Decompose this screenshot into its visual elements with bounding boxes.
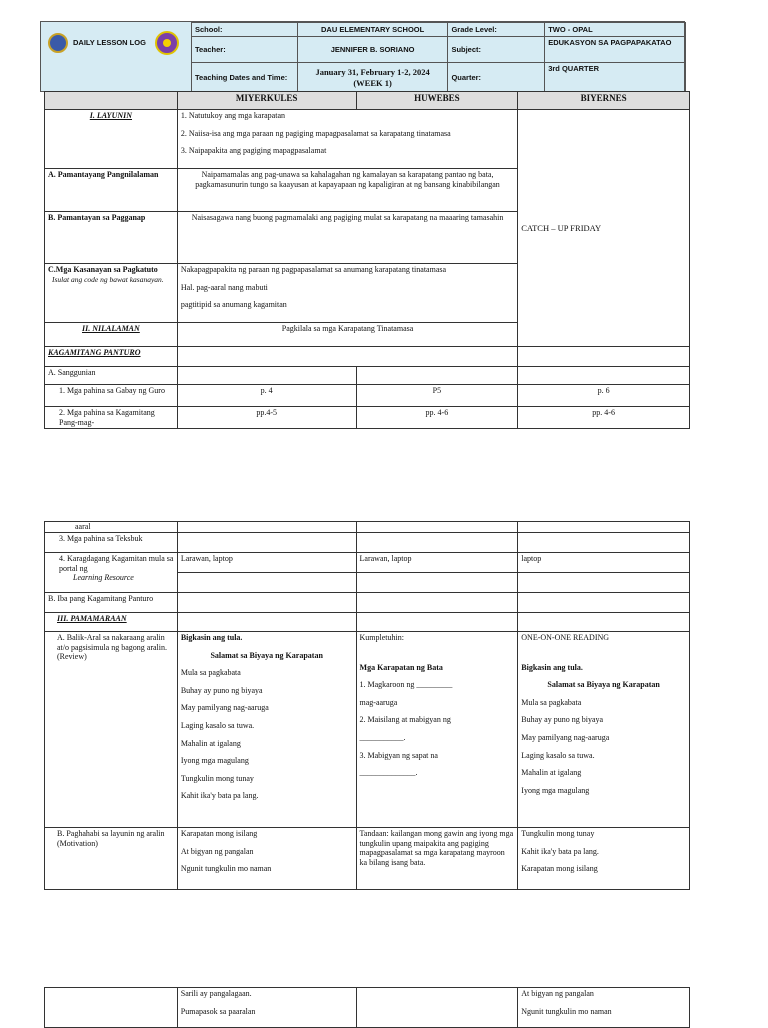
school-label: School: xyxy=(192,23,298,37)
poem-instruction: Bigkasin ang tula. xyxy=(180,633,243,642)
poem-line: Mula sa pagkabata xyxy=(180,668,241,678)
dates-label: Teaching Dates and Time: xyxy=(192,63,298,93)
kasanayan-label: C.Mga Kasanayan sa Pagkatuto xyxy=(48,265,158,274)
poem-line: Mahalin at igalang xyxy=(180,738,241,748)
empty-cell xyxy=(356,367,518,385)
day-thursday: HUWEBES xyxy=(356,92,518,110)
empty-cell xyxy=(45,988,178,1028)
rights-title: Mga Karapatan ng Bata xyxy=(359,662,443,672)
school-logo-icon xyxy=(155,31,179,55)
poem-line: May pamilyang nag-aaruga xyxy=(521,732,610,742)
kasanayan-item: pagtitipid sa anumang kagamitan xyxy=(180,300,287,310)
paghahabi-col1 xyxy=(177,828,356,890)
kasanayan-item: Hal. pag-aaral nang mabuti xyxy=(180,282,268,292)
gabay-label: 1. Mga pahina sa Gabay ng Guro xyxy=(45,385,178,407)
complete-instruction: Kumpletuhin: xyxy=(359,633,404,642)
quarter-label: Quarter: xyxy=(448,63,545,93)
karagdagan-label-italic: Learning Resource xyxy=(73,573,134,583)
empty-cell xyxy=(518,367,690,385)
kasanayan-cell xyxy=(45,264,178,323)
karagdagan-value: Larawan, laptop xyxy=(177,553,356,573)
karagdagan-value: laptop xyxy=(518,553,690,573)
rights-line: ___________. xyxy=(359,732,406,742)
poem-line: May pamilyang nag-aaruga xyxy=(180,703,269,713)
lesson-table-3 xyxy=(44,987,690,1028)
karagdagan-value: Larawan, laptop xyxy=(356,553,518,573)
poem-title: Salamat sa Biyaya ng Karapatan xyxy=(210,650,323,660)
poem-line: At bigyan ng pangalan xyxy=(180,846,254,856)
empty-cell xyxy=(177,593,356,613)
dates-value: January 31, February 1-2, 2024 (WEEK 1) xyxy=(297,63,448,93)
empty-cell xyxy=(356,613,518,632)
dll-title: DAILY LESSON LOG xyxy=(73,38,146,47)
kasanayan-content xyxy=(177,264,517,323)
grade-label: Grade Level: xyxy=(448,23,545,37)
tandaan-note: Tandaan: kailangan mong gawin ang iyong mga tungkulin upang maipakita ang pagiging mapagpasalamat sa mga karapatang mayroon ka bilang isang bata. xyxy=(356,828,518,890)
kagamitang-label: 2. Mga pahina sa Kagamitang Pang-mag- xyxy=(45,407,178,429)
quarter-value: 3rd QUARTER xyxy=(545,63,686,93)
balik-aral-col1 xyxy=(177,632,356,828)
pagganap-text: Naisasagawa nang buong pagmamalaki ang pagiging mulat sa karapatang na maaaring tamasahin xyxy=(177,212,517,264)
poem-line: Ngunit tungkulin mo naman xyxy=(521,1006,612,1016)
poem-line: Sarili ay pangalagaan. xyxy=(180,989,252,998)
poem-line: Laging kasalo sa tuwa. xyxy=(521,750,595,760)
header-table xyxy=(191,22,686,93)
catch-up-friday: CATCH – UP FRIDAY xyxy=(518,110,690,347)
poem-line: Mula sa pagkabata xyxy=(521,697,582,707)
rights-line: ______________. xyxy=(359,768,418,778)
empty-cell xyxy=(177,573,356,593)
school-value: DAU ELEMENTARY SCHOOL xyxy=(297,23,448,37)
poem-instruction: Bigkasin ang tula. xyxy=(521,662,583,672)
reading-label: ONE-ON-ONE READING xyxy=(521,633,610,642)
empty-cell xyxy=(518,347,690,367)
sanggunian-label: A. Sanggunian xyxy=(45,367,178,385)
empty-cell xyxy=(177,533,356,553)
poem-line: Laging kasalo sa tuwa. xyxy=(180,720,255,730)
lesson-table-1 xyxy=(44,91,690,429)
kagamitang-value: pp. 4-6 xyxy=(518,407,690,429)
poem-line: Iyong mga magulang xyxy=(521,785,590,795)
poem-line: Pumapasok sa paaralan xyxy=(180,1006,256,1016)
poem-line: Ngunit tungkulin mo naman xyxy=(180,864,272,874)
layunin-item: 2. Naiisa-isa ang mga paraan ng pagiging mapagpasalamat sa karapatang tinatamasa xyxy=(180,128,451,138)
layunin-label: I. LAYUNIN xyxy=(45,110,178,169)
cont-col1 xyxy=(177,988,356,1028)
empty-cell xyxy=(177,367,356,385)
poem-line: Kahit ika'y bata pa lang. xyxy=(521,846,599,856)
deped-seal-icon xyxy=(48,33,68,53)
teacher-value: JENNIFER B. SORIANO xyxy=(297,37,448,63)
karagdagan-label: 4. Karagdagang Kagamitan mula sa portal ng xyxy=(59,554,174,573)
gabay-value: P5 xyxy=(356,385,518,407)
subject-label: Subject: xyxy=(448,37,545,63)
layunin-item: 1. Natutukoy ang mga karapatan xyxy=(180,111,285,120)
pamamaraan-label: III. PAMAMARAAN xyxy=(45,613,178,632)
poem-line: Tungkulin mong tunay xyxy=(521,829,595,838)
lesson-table-2 xyxy=(44,521,690,890)
poem-line: Karapatan mong isilang xyxy=(521,864,598,874)
poem-line: Tungkulin mong tunay xyxy=(180,773,254,783)
balik-aral-col2 xyxy=(356,632,518,828)
pagganap-label: B. Pamantayan sa Pagganap xyxy=(45,212,178,264)
poem-line: Iyong mga magulang xyxy=(180,756,249,766)
balik-aral-col3 xyxy=(518,632,690,828)
empty-cell xyxy=(518,573,690,593)
kagamitang-value: pp.4-5 xyxy=(177,407,356,429)
layunin-content xyxy=(177,110,517,169)
poem-line: Mahalin at igalang xyxy=(521,768,582,778)
gabay-value: p. 6 xyxy=(518,385,690,407)
nilalaman-label: II. NILALAMAN xyxy=(45,323,178,347)
empty-cell xyxy=(356,522,518,533)
empty-cell xyxy=(177,522,356,533)
balik-aral-label: A. Balik-Aral sa nakaraang aralin at/o pagsisimula ng bagong aralin.(Review) xyxy=(45,632,178,828)
empty-cell xyxy=(356,988,518,1028)
kagamitan-label: KAGAMITANG PANTURO xyxy=(45,347,178,367)
kasanayan-item: Nakapagpapakita ng paraan ng pagpapasalamat sa anumang karapatang tinatamasa xyxy=(180,265,447,274)
cont-col3 xyxy=(518,988,690,1028)
continued-label: aaral xyxy=(45,522,178,533)
iba-label: B. Iba pang Kagamitang Panturo xyxy=(45,593,178,613)
layunin-item: 3. Naipapakita ang pagiging mapagpasalamat xyxy=(180,146,327,156)
grade-value: TWO - OPAL xyxy=(545,23,686,37)
empty-cell xyxy=(356,573,518,593)
day-wednesday: MIYERKULES xyxy=(177,92,356,110)
pangnilalaman-text: Naipamamalas ang pag-unawa sa kahalagahan ng kamalayan sa karapatang pantao ng bata, pagkamasunurin tungo sa kaayusan at kapayapaan ng kapaligiran at ng bansang kinabibilangan xyxy=(177,169,517,212)
teacher-label: Teacher: xyxy=(192,37,298,63)
gabay-value: p. 4 xyxy=(177,385,356,407)
kasanayan-note: Isulat ang code ng bawat kasanayan. xyxy=(52,274,164,284)
karagdagan-cell xyxy=(45,553,178,593)
empty-cell xyxy=(177,613,356,632)
empty-cell xyxy=(356,533,518,553)
empty-cell xyxy=(518,533,690,553)
paghahabi-col3 xyxy=(518,828,690,890)
subject-value: EDUKASYON SA PAGPAPAKATAO xyxy=(545,37,686,63)
rights-line: mag-aaruga xyxy=(359,697,398,707)
poem-line: Buhay ay puno ng biyaya xyxy=(521,715,604,725)
poem-line: At bigyan ng pangalan xyxy=(521,989,594,998)
empty-cell xyxy=(518,613,690,632)
empty-cell xyxy=(356,593,518,613)
empty-cell xyxy=(518,522,690,533)
rights-line: 3. Mabigyan ng sapat na xyxy=(359,750,438,760)
paghahabi-label: B. Paghahabi sa layunin ng aralin (Motivation) xyxy=(45,828,178,890)
kagamitang-value: pp. 4-6 xyxy=(356,407,518,429)
poem-line: Karapatan mong isilang xyxy=(180,829,258,838)
poem-line: Buhay ay puno ng biyaya xyxy=(180,685,263,695)
header-box xyxy=(40,21,685,92)
poem-title: Salamat sa Biyaya ng Karapatan xyxy=(547,680,660,690)
nilalaman-text: Pagkilala sa mga Karapatang Tinatamasa xyxy=(177,323,517,347)
rights-line: 1. Magkaroon ng _________ xyxy=(359,680,453,690)
teksbuk-label: 3. Mga pahina sa Teksbuk xyxy=(45,533,178,553)
pangnilalaman-label: A. Pamantayang Pangnilalaman xyxy=(45,169,178,212)
empty-cell xyxy=(518,593,690,613)
day-friday: BIYERNES xyxy=(518,92,690,110)
blank-header xyxy=(45,92,178,110)
rights-line: 2. Maisilang at mabigyan ng xyxy=(359,715,451,725)
poem-line: Kahit ika'y bata pa lang. xyxy=(180,791,259,801)
empty-cell xyxy=(177,347,517,367)
